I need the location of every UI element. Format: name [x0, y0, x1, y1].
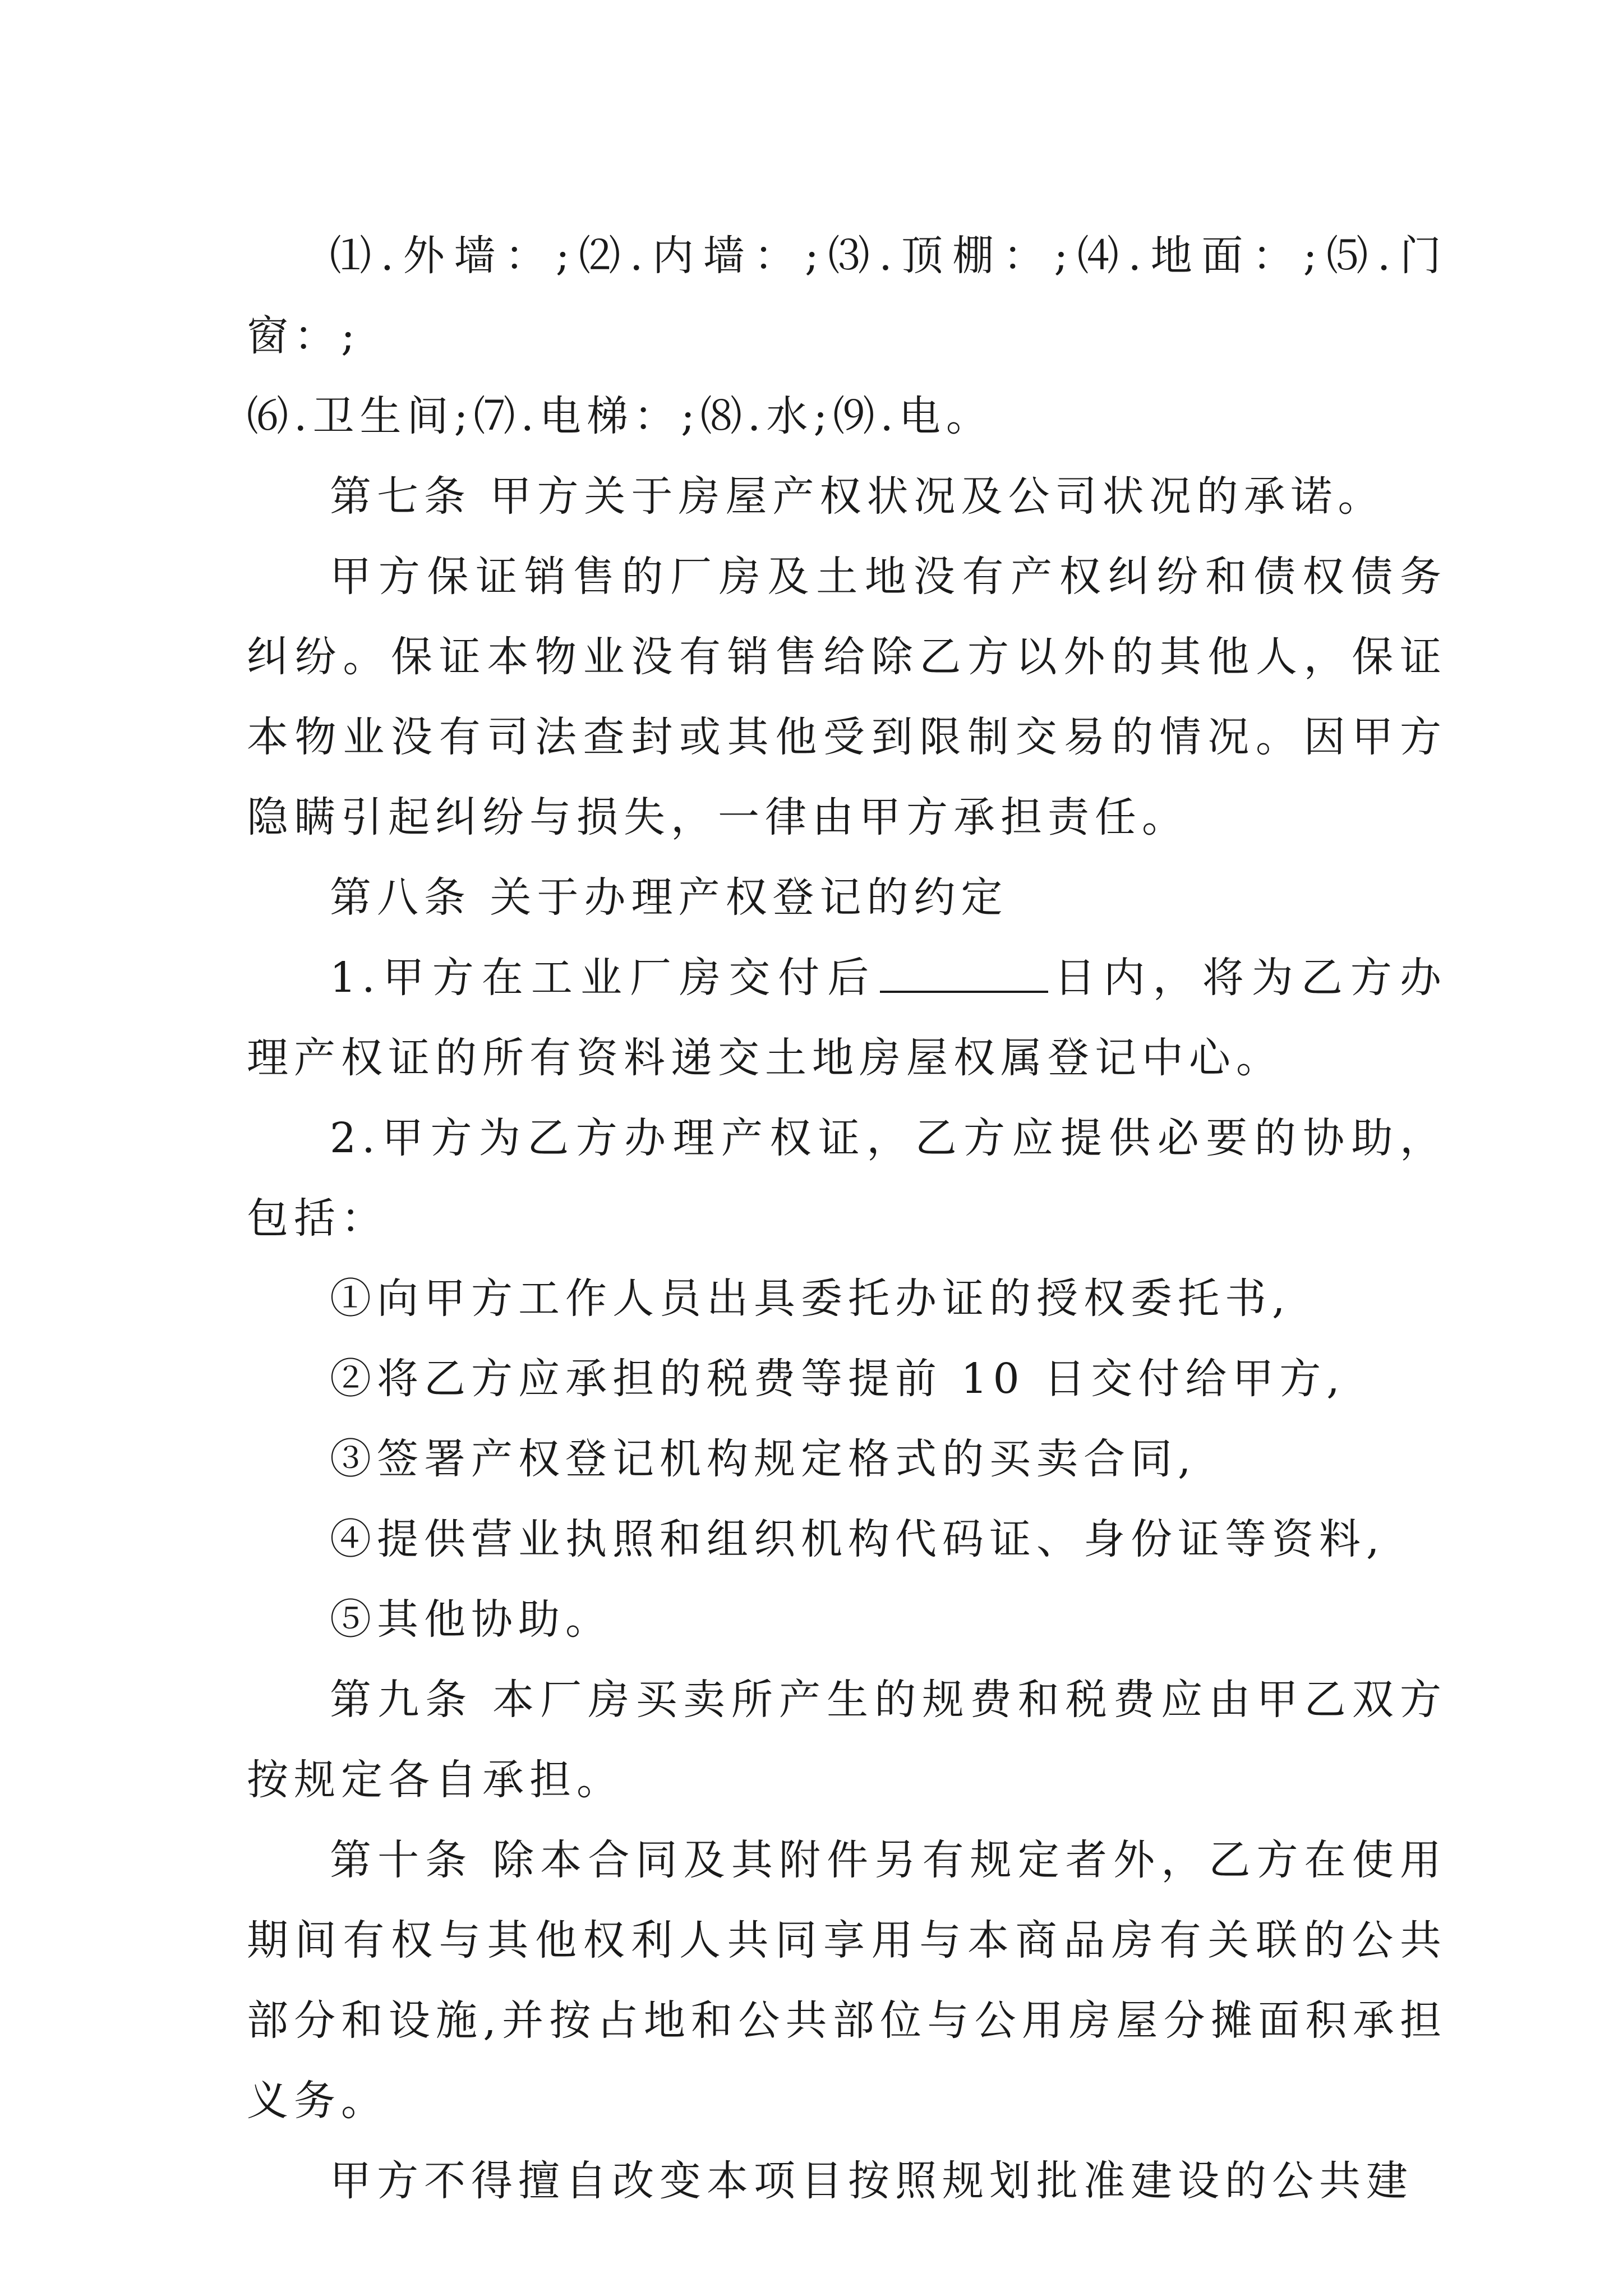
sub-item-1: ①向甲方工作人员出具委托办证的授权委托书,: [330, 1274, 1291, 1323]
facility-list-line-2: ⑹.卫生间;⑺.电梯：;⑻.水;⑼.电。: [247, 392, 993, 440]
days-blank-underline: [880, 949, 1048, 993]
sub-item-4: ④提供营业执照和组织机构代码证、身份证等资料,: [330, 1515, 1385, 1563]
article-9: 第九条 本厂房买卖所产生的规费和税费应由甲乙双方按规定各自承担。: [247, 1676, 1447, 1804]
sub-item-2: ②将乙方应承担的税费等提前 10 日交付给甲方,: [330, 1355, 1345, 1403]
article-8-item-1: [247, 938, 1447, 1098]
final-line: 甲方不得擅自改变本项目按照规划批准建设的公共建: [330, 2157, 1413, 2205]
article-7-title: 第七条 甲方关于房屋产权状况及公司状况的承诺。: [330, 472, 1385, 521]
article-8-item-1-pre: 1.甲方在工业厂房交付后: [330, 954, 877, 1002]
article-7-body: 甲方保证销售的厂房及土地没有产权纠纷和债权债务纠纷。保证本物业没有销售给除乙方以外的其他人，保证本物业没有司法查封或其他受到限制交易的情况。因甲方隐瞒引起纠纷与损失，一律由甲方承担责任。: [247, 553, 1447, 841]
facility-list-line-1: ⑴.外墙：;⑵.内墙：;⑶.顶棚：;⑷.地面：;⑸.门窗：;: [247, 232, 1447, 360]
article-10: 第十条 除本合同及其附件另有规定者外，乙方在使用期间有权与其他权利人共同享用与本商品房有关联的公共部分和设施,并按占地和公共部位与公用房屋分摊面积承担义务。: [247, 1836, 1447, 2125]
article-8-item-1-post: 日内，将为乙方办理产权证的所有资料递交土地房屋权属登记中心。: [247, 954, 1447, 1082]
sub-item-3: ③签署产权登记机构规定格式的买卖合同,: [330, 1435, 1197, 1483]
document-page: [247, 216, 1447, 2221]
article-8-item-2: 2.甲方为乙方办理产权证，乙方应提供必要的协助，包括：: [247, 1114, 1447, 1243]
sub-item-5: ⑤其他协助。: [330, 1595, 612, 1644]
article-8-title: 第八条 关于办理产权登记的约定: [330, 873, 1008, 922]
